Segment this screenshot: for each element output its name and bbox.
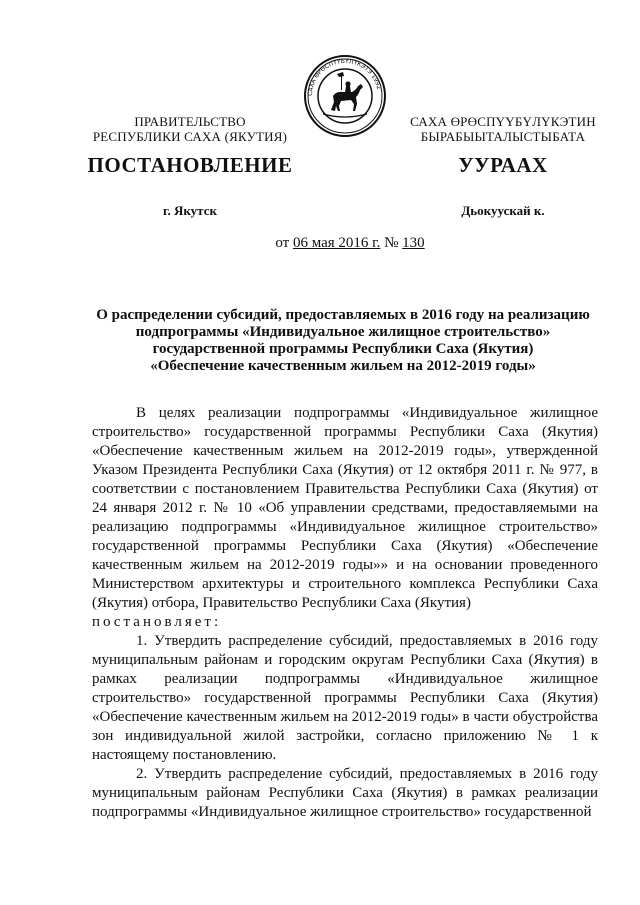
title-line: «Обеспечение качественным жильем на 2012-2019 годы» [150, 358, 536, 374]
org-line: РЕСПУБЛИКИ САХА (ЯКУТИЯ) [92, 129, 288, 144]
emblem-ring-text: САХА ӨРӨСПҮҮБҮЛҮКЭТЭ 1992 [306, 57, 383, 97]
organization-name-sah [388, 114, 618, 144]
title-line: О распределении субсидий, предоставляемых в 2016 году на реализацию [96, 307, 590, 323]
preamble-paragraph: В целях реализации подпрограммы «Индивидуальное жилищное строительство» государственной программы Республики Саха (Якутия) «Обеспечение качественным жильем на 2012-2019 годы», утвержденной Указом Президента Республики Саха (Якутия) от 12 октября 2011 г. № 977, в соответствии с постановлением Правительства Республики Саха (Якутия) от 24 января 2012 г. № 10 «Об управлении средствами, предоставляемыми на реализацию подпрограммы «Индивидуальное жилищное строительство» государственной программы Республики Саха (Якутия) «Обеспечение качественным жильем на 2012-2019 годы»» и на основании проведенного Министерством архитектуры и строительного комплекса Республики Саха (Якутия) отбора, Правительство Республики Саха (Якутия) [92, 405, 598, 611]
document-number: 130 [402, 235, 425, 251]
document-type-sah: УУРААХ [458, 153, 548, 177]
numbered-item: 1. Утвердить распределение субсидий, предоставляемых в 2016 году муниципальным районам и городским округам Республики Саха (Якутия) в рамках реализации подпрограммы «Индивидуальное жилищное строительство» государственной программы Республики Саха (Якутия) «Обеспечение качественным жильем на 2012-2019 годы» в части обустройства зон индивидуальной жилой застройки, согласно приложению № 1 к настоящему постановлению. [92, 633, 598, 763]
city-sah: Дьокуускай к. [461, 203, 545, 218]
document-date: 06 мая 2016 г. [292, 235, 381, 251]
coat-of-arms-emblem-icon [303, 54, 387, 138]
org-line: БЫРАБЫЫТАЛЫСТЫБАТА [420, 129, 586, 144]
number-sign: № [384, 235, 399, 251]
document-title [88, 307, 598, 375]
title-line: подпрограммы «Индивидуальное жилищное строительство» [135, 324, 551, 340]
organization-name-ru [80, 114, 300, 144]
city-ru: г. Якутск [163, 203, 217, 218]
decree-word: постановляет: [92, 614, 222, 630]
document-type-ru: ПОСТАНОВЛЕНИЕ [87, 153, 293, 177]
date-prefix: от [275, 235, 290, 251]
document-date-number [0, 235, 640, 252]
org-line: ПРАВИТЕЛЬСТВО [134, 114, 246, 129]
numbered-item: 2. Утвердить распределение субсидий, предоставляемых в 2016 году муниципальным районам Республики Саха (Якутия) в рамках реализации подпрограммы «Индивидуальное жилищное строительство» государственной [92, 766, 598, 820]
org-line: САХА ӨРӨСПҮҮБҮЛҮКЭТИН [410, 114, 596, 129]
document-body [92, 404, 598, 822]
title-line: государственной программы Республики Саха (Якутия) [152, 341, 534, 357]
